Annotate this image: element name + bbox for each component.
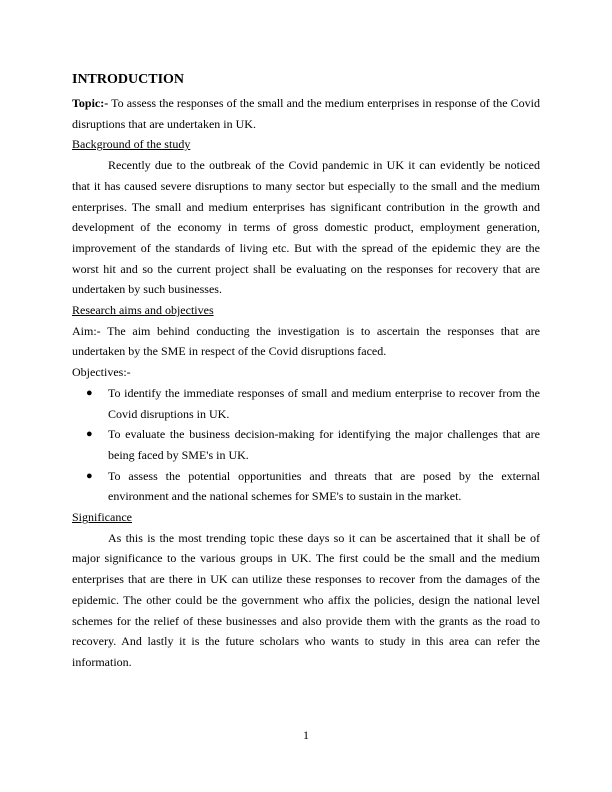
research-title: Research aims and objectives xyxy=(72,303,214,318)
topic-paragraph xyxy=(72,93,540,134)
topic-text: To assess the responses of the small and the medium enterprises in response of the Covid disruptions that are undertaken in UK. xyxy=(72,96,540,131)
objective-text: To assess the potential opportunities and threats that are posed by the external environment and the national schemes for SME's to sustain in the market. xyxy=(108,468,540,504)
objective-text: To evaluate the business decision-making for identifying the major challenges that are being faced by SME's in UK. xyxy=(108,427,540,462)
objective-item xyxy=(72,466,540,507)
objectives-label: Objectives:- xyxy=(72,365,131,380)
bullet-icon: ● xyxy=(86,428,93,441)
bullet-icon: ● xyxy=(86,469,93,482)
background-paragraph: Recently due to the outbreak of the Covid pandemic in UK it can evidently be noticed that it has caused severe disruptions to many sector but especially to the small and the medium enterprises. The small and medium enterprises has significant contribution in the growth and development of the economy in terms of gross domestic product, employment generation, improvement of the standards of living etc. But with the spread of the epidemic they are the worst hit and so the current project shall be evaluating on the responses for recovery that are undertaken by such businesses. xyxy=(72,158,540,297)
page-number: 1 xyxy=(303,728,309,742)
objective-text: To identify the immediate responses of small and medium enterprise to recover from the Covid disruptions in UK. xyxy=(108,385,540,421)
document-page xyxy=(72,70,540,673)
objective-item xyxy=(72,424,540,465)
objectives-list xyxy=(72,383,540,507)
significance-paragraph: As this is the most trending topic these days so it can be ascertained that it shall be of major significance to the various groups in UK. The first could be the small and the medium enterprises that are there in UK can utilize these responses to recover from the damages of the epidemic. The other could be the government who affix the policies, design the national level schemes for the relief of these businesses and also provide them with the grants as the road to recovery. And lastly it is the future scholars who wants to study in this area can refer the information. xyxy=(72,530,540,669)
background-title: Background of the study xyxy=(72,137,191,152)
topic-label: Topic:- xyxy=(72,96,109,110)
significance-title: Significance xyxy=(72,510,132,525)
aim-paragraph: Aim:- The aim behind conducting the investigation is to ascertain the responses that are undertaken by the SME in respect of the Covid disruptions faced. xyxy=(72,323,540,359)
section-heading: INTRODUCTION xyxy=(72,72,185,87)
bullet-icon: ● xyxy=(86,386,93,399)
objective-item xyxy=(72,383,540,424)
